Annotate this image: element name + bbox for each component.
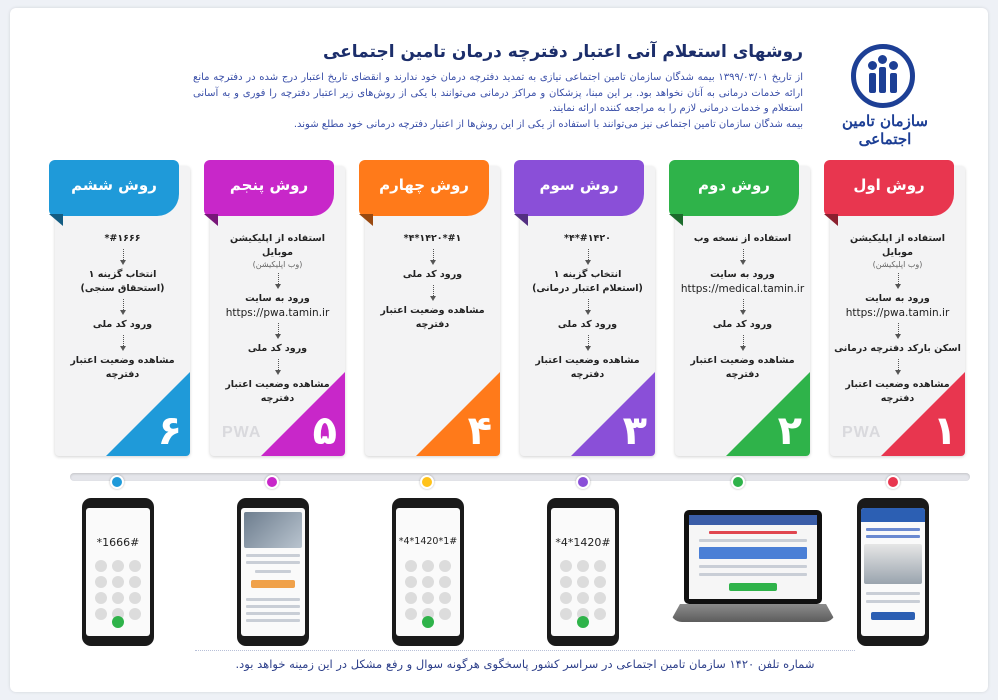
phone-pwa-app — [237, 498, 309, 646]
down-arrow-icon — [675, 296, 810, 318]
down-arrow-icon — [365, 282, 500, 304]
method-number-2: ۲ — [777, 408, 802, 454]
step: ورود کد ملی — [92, 319, 153, 330]
organization-logo — [835, 38, 945, 148]
method-steps-2 — [675, 232, 810, 382]
step: ورود به سایت — [865, 293, 930, 304]
step-url: https://medical.tamin.ir — [680, 283, 805, 295]
timeline-bar — [70, 473, 970, 481]
step-code: #۱۶۶۶* — [104, 233, 141, 244]
step: مشاهده وضعیت اعتبار دفترچه — [535, 355, 640, 380]
method-steps-1 — [830, 232, 965, 406]
phone-dialer-4 — [392, 498, 464, 646]
method-card-6 — [55, 166, 190, 456]
step: (استعلام اعتبار درمانی) — [532, 283, 643, 294]
barcode-preview — [864, 544, 922, 584]
method-title-2: روش دوم — [669, 160, 799, 216]
logo-emblem-icon — [851, 44, 915, 108]
laptop-web-portal — [670, 510, 836, 640]
method-card-5 — [210, 166, 345, 456]
step-note: (وب اپلیکیشن) — [872, 260, 923, 269]
method-card-2 — [675, 166, 810, 456]
timeline-dot-3 — [576, 475, 590, 489]
timeline-dot-2 — [731, 475, 745, 489]
method-title-3: روش سوم — [514, 160, 644, 216]
down-arrow-icon — [210, 320, 345, 342]
down-arrow-icon — [210, 356, 345, 378]
method-steps-5 — [210, 232, 345, 406]
step: (استحقاق سنجی) — [80, 283, 165, 294]
pwa-logo: PWA — [222, 424, 262, 441]
step: اسکن بارکد دفترچه درمانی — [834, 343, 961, 354]
step: ورود به سایت — [245, 293, 310, 304]
step: مشاهده وضعیت اعتبار دفترچه — [845, 379, 950, 404]
down-arrow-icon — [520, 332, 655, 354]
down-arrow-icon — [830, 270, 965, 292]
step-code: #۱*۱۴۲۰*۴* — [403, 233, 462, 244]
down-arrow-icon — [675, 332, 810, 354]
timeline-dot-6 — [110, 475, 124, 489]
down-arrow-icon — [520, 296, 655, 318]
pwa-logo: PWA — [842, 424, 882, 441]
down-arrow-icon — [55, 246, 190, 268]
step: انتخاب گزینه ۱ — [88, 269, 157, 280]
dial-code: *4*1420*1# — [398, 536, 458, 547]
dial-code: *4*1420# — [555, 536, 611, 549]
step: استفاده از نسخه وب — [693, 233, 792, 244]
call-icon — [577, 616, 589, 628]
down-arrow-icon — [830, 356, 965, 378]
down-arrow-icon — [55, 332, 190, 354]
timeline-dot-1 — [886, 475, 900, 489]
intro-paragraph-2: بیمه شدگان سازمان تامین اجتماعی نیز می‌توانند با استفاده از یکی از این روش‌ها از اعتبار دفترچه درمانی خود مطلع شوند. — [293, 118, 803, 130]
phone-dialer-3 — [547, 498, 619, 646]
step-note: (وب اپلیکیشن) — [252, 260, 303, 269]
step: ورود کد ملی — [557, 319, 618, 330]
method-number-1: ۱ — [932, 408, 957, 454]
down-arrow-icon — [520, 246, 655, 268]
down-arrow-icon — [675, 246, 810, 268]
phone-pwa-scanner — [857, 498, 929, 646]
phone-dialer-6 — [82, 498, 154, 646]
down-arrow-icon — [830, 320, 965, 342]
method-title-4: روش چهارم — [359, 160, 489, 216]
step-url: https://pwa.tamin.ir — [845, 307, 950, 319]
method-number-4: ۴ — [467, 408, 492, 454]
method-title-6: روش ششم — [49, 160, 179, 216]
step: مشاهده وضعیت اعتبار دفترچه — [690, 355, 795, 380]
step: ورود به سایت — [710, 269, 775, 280]
dial-code: *1666# — [96, 536, 140, 549]
method-steps-3 — [520, 232, 655, 382]
method-number-6: ۶ — [157, 408, 182, 454]
down-arrow-icon — [365, 246, 500, 268]
step: مشاهده وضعیت اعتبار دفترچه — [70, 355, 175, 380]
step: ورود کد ملی — [247, 343, 308, 354]
method-steps-4 — [365, 232, 500, 332]
method-card-3 — [520, 166, 655, 456]
timeline-dot-4 — [420, 475, 434, 489]
method-title-1: روش اول — [824, 160, 954, 216]
logo-text: سازمان تامین اجتماعی — [842, 112, 928, 148]
timeline-dot-5 — [265, 475, 279, 489]
down-arrow-icon — [210, 270, 345, 292]
step: مشاهده وضعیت اعتبار دفترچه — [225, 379, 330, 404]
step-code: #۱۴۲۰*۴* — [564, 233, 611, 244]
method-card-1 — [830, 166, 965, 456]
down-arrow-icon — [55, 296, 190, 318]
method-steps-6 — [55, 232, 190, 382]
intro-paragraph-1: از تاریخ ۱۳۹۹/۰۳/۰۱ بیمه شدگان سازمان تامین اجتماعی نیازی به تمدید دفترچه درمان خود ندارند و انقضای تاریخ اعتبار درج شده در دفترچه مانع ارائه خدمات درمانی به آنان نخواهد بود. بر این مبنا، پزشکان و مراکز درمانی می‌توانند با یکی از روش‌های زیر اعتبار دفترچه را فوری و به آسانی استعلام و خدمات درمانی لازم را به مراجعه کننده ارائه نمایند. — [193, 72, 803, 114]
footer-note: شماره تلفن ۱۴۲۰ سازمان تامین اجتماعی در سراسر کشور پاسخگوی هرگونه سوال و رفع مشکل در این زمینه خواهد بود. — [195, 650, 855, 674]
method-title-5: روش پنجم — [204, 160, 334, 216]
step-url: https://pwa.tamin.ir — [225, 307, 330, 319]
step: مشاهده وضعیت اعتبار دفترچه — [380, 305, 485, 330]
step: استفاده از اپلیکیشن موبایل — [230, 233, 325, 258]
method-number-5: ۵ — [312, 408, 337, 454]
page-title: روشهای استعلام آنی اعتبار دفترچه درمان تامین اجتماعی — [322, 42, 803, 62]
method-card-4 — [365, 166, 500, 456]
method-number-3: ۳ — [622, 408, 647, 454]
intro-text — [193, 70, 803, 132]
infographic-page — [10, 8, 988, 692]
app-banner-image — [244, 512, 302, 548]
step: استفاده از اپلیکیشن موبایل — [850, 233, 945, 258]
call-icon — [112, 616, 124, 628]
call-icon — [422, 616, 434, 628]
step: انتخاب گزینه ۱ — [553, 269, 622, 280]
step: ورود کد ملی — [402, 269, 463, 280]
step: ورود کد ملی — [712, 319, 773, 330]
